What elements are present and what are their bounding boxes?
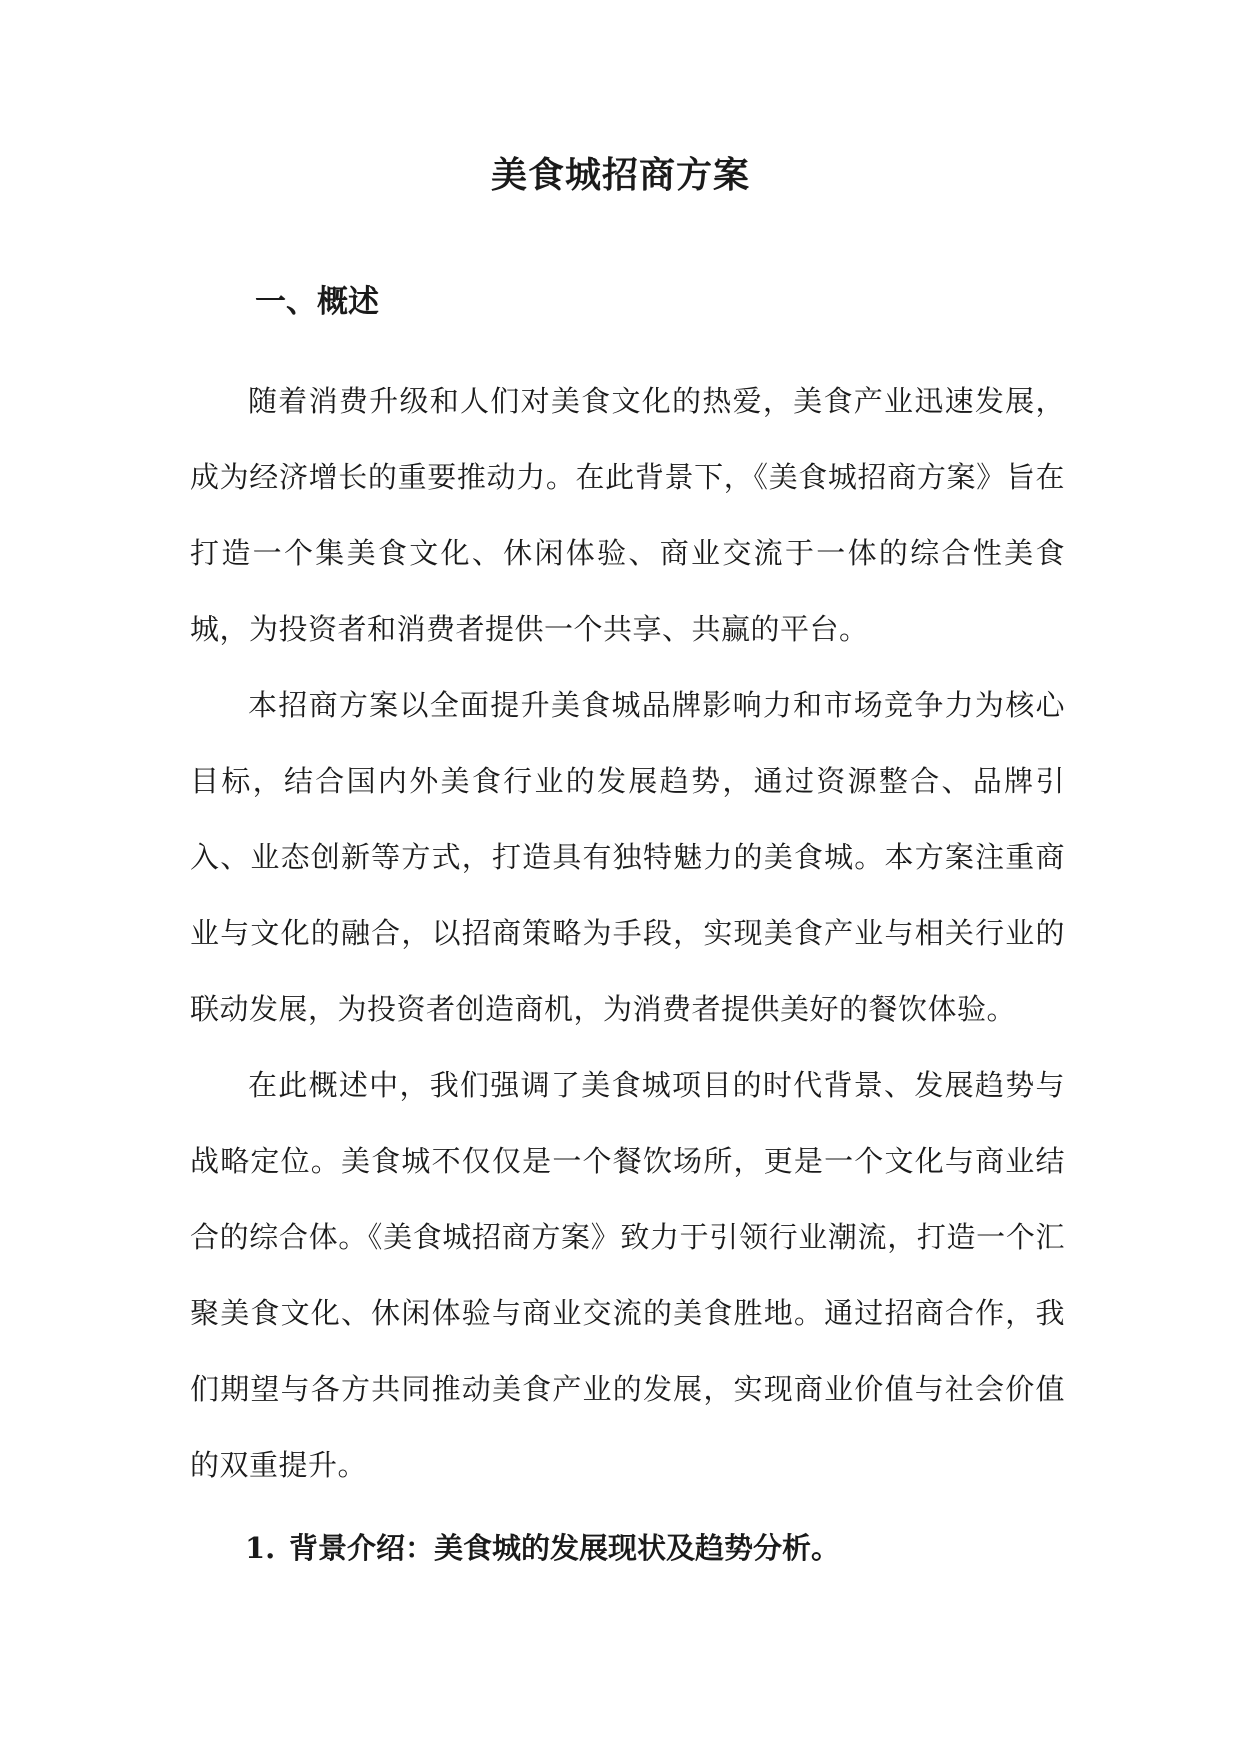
paragraph-1: 随着消费升级和人们对美食文化的热爱，美食产业迅速发展，成为经济增长的重要推动力。在此背景下，《美食城招商方案》旨在打造一个集美食文化、休闲体验、商业交流于一体的综合性美食城，为投资者和消费者提供一个共享、共赢的平台。 [190, 384, 1065, 646]
subsection-number: 1. [245, 1531, 276, 1565]
section-heading-overview: 一、概述 [255, 284, 379, 320]
subsection-text: 背景介绍：美食城的发展现状及趋势分析。 [289, 1531, 841, 1565]
subsection-heading [245, 1526, 840, 1570]
document-title: 美食城招商方案 [490, 154, 750, 196]
paragraph-2: 本招商方案以全面提升美食城品牌影响力和市场竞争力为核心目标，结合国内外美食行业的发展趋势，通过资源整合、品牌引入、业态创新等方式，打造具有独特魅力的美食城。本方案注重商业与文化的融合，以招商策略为手段，实现美食产业与相关行业的联动发展，为投资者创造商机，为消费者提供美好的餐饮体验。 [190, 688, 1065, 1026]
paragraph-3: 在此概述中，我们强调了美食城项目的时代背景、发展趋势与战略定位。美食城不仅仅是一个餐饮场所，更是一个文化与商业结合的综合体。《美食城招商方案》致力于引领行业潮流，打造一个汇聚美食文化、休闲体验与商业交流的美食胜地。通过招商合作，我们期望与各方共同推动美食产业的发展，实现商业价值与社会价值的双重提升。 [190, 1068, 1065, 1482]
overview-body [190, 363, 1065, 1503]
